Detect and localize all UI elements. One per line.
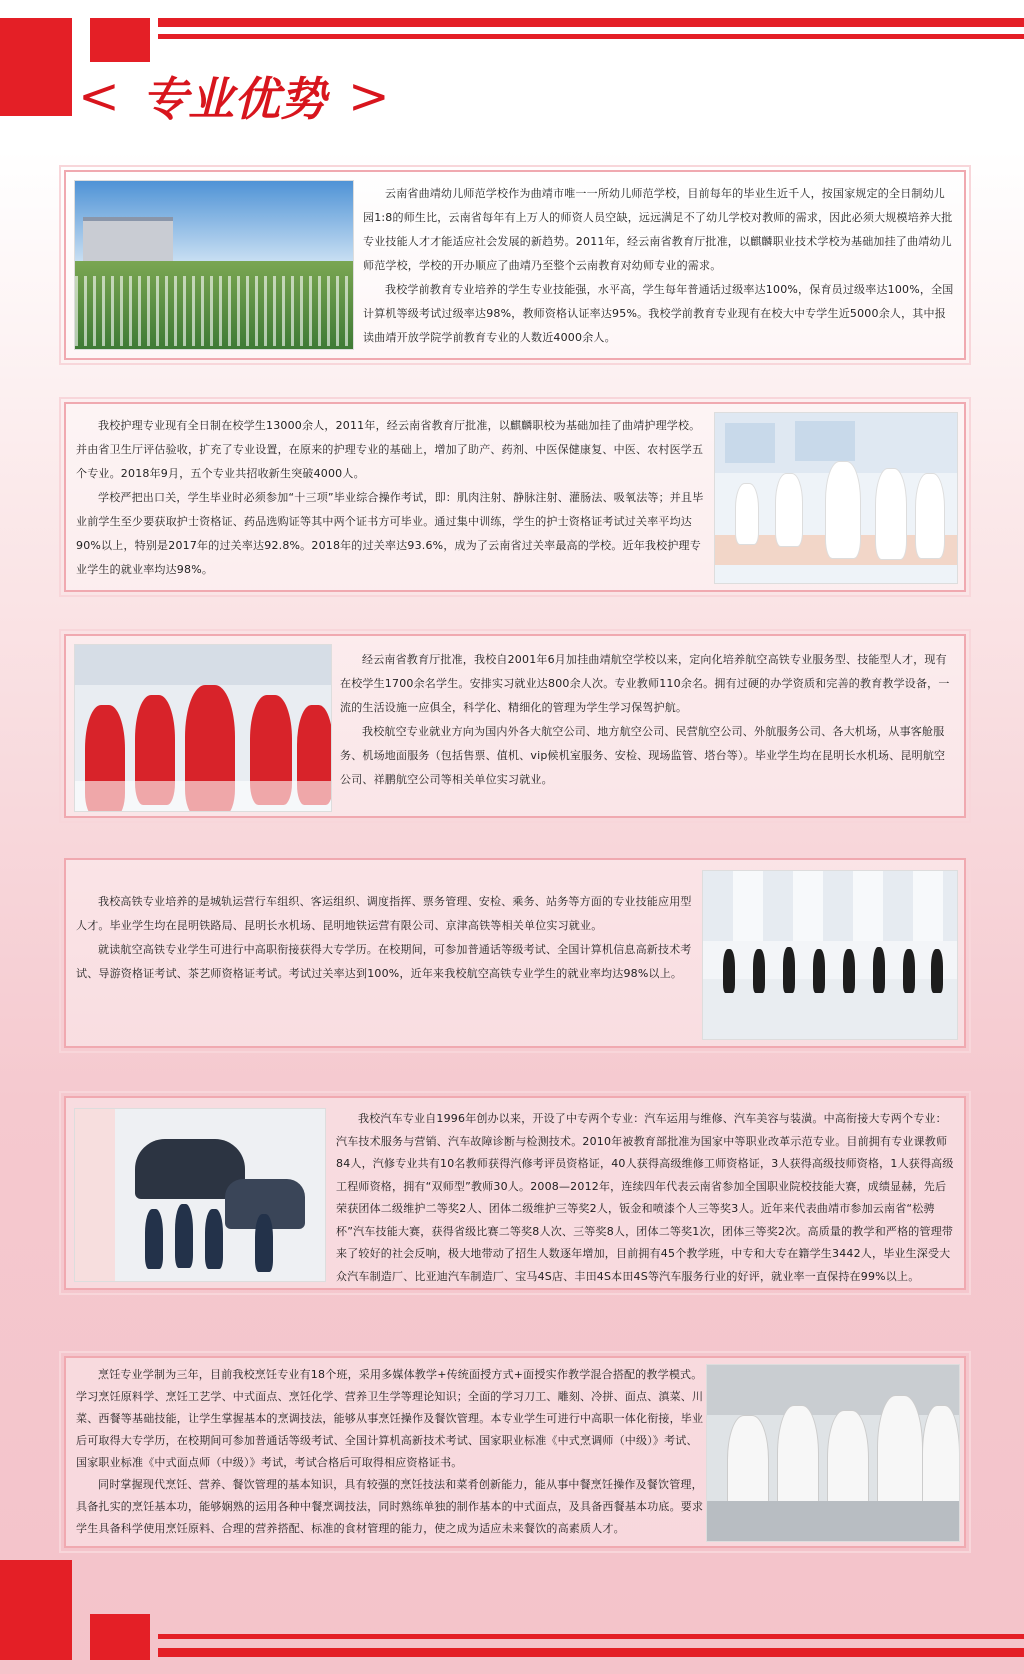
paragraph: 学校严把出口关，学生毕业时必须参加“十三项”毕业综合操作考试，即：肌肉注射、静脉注射、灌肠法、吸氧法等；并且毕业前学生至少要获取护士资格证、药品选购证等其中两个证书方可毕业。通过集中训练，学生的护士资格证考试过关率平均达90%以上，特别是2017年的过关率达92.8%。2018年的过关率达93.6%，成为了云南省过关率最高的学校。近年我校护理专业学生的就业率均达98%。 — [76, 491, 704, 576]
nursing-photo — [714, 412, 958, 584]
paragraph: 我校护理专业现有全日制在校学生13000余人，2011年，经云南省教育厅批准，以麒麟职校为基础加挂了曲靖护理学校。并由省卫生厅评估验收，扩充了专业设置，在原来的护理专业的基础上，增加了助产、药剂、中医保健康复、中医、农村医学五个专业。2018年9月，五个专业共招收新生突破4000人。 — [76, 419, 704, 480]
section-railway — [64, 858, 966, 1048]
header-stripe-1 — [158, 18, 1024, 27]
section-aviation — [64, 634, 966, 818]
paragraph: 经云南省教育厅批准，我校自2001年6月加挂曲靖航空学校以来，定向化培养航空高铁专业服务型、技能型人才，现有在校学生1700余名学生。安排实习就业达800余人次。专业教师110余名。拥有过硬的办学资质和完善的教育教学设备，一流的生活设施一应俱全，科学化、精细化的管理为学生学习保驾护航。 — [340, 653, 950, 714]
preschool-text — [363, 182, 955, 350]
nursing-text — [76, 414, 706, 582]
section-culinary — [64, 1356, 966, 1548]
paragraph: 同时掌握现代烹饪、营养、餐饮管理的基本知识，具有较强的烹饪技法和菜肴创新能力，能从事中餐烹饪操作及餐饮管理，具备扎实的烹饪基本功，能够娴熟的运用各种中餐烹调技法，同时熟练单独的制作基本的中式面点，及具备西餐基本功底。要求学生具备科学使用烹饪原料、合理的营养搭配、标准的食材管理的能力，使之成为适应未来餐饮的高素质人才。 — [76, 1478, 704, 1535]
railway-text — [76, 890, 696, 986]
footer-block-large — [0, 1560, 72, 1660]
paragraph: 我校学前教育专业培养的学生专业技能强，水平高，学生每年普通话过级率达100%，保育员过级率达100%，全国计算机等级考试过级率达98%，教师资格认证率达95%。我校学前教育专业现有在校大中专学生近5000余人，其中报读曲靖开放学院学前教育专业的人数近4000余人。 — [363, 283, 954, 344]
paragraph: 我校高铁专业培养的是城轨运营行车组织、客运组织、调度指挥、票务管理、安检、乘务、站务等方面的专业技能应用型人才。毕业学生均在昆明铁路局、昆明长水机场、昆明地铁运营有限公司、京津高铁等相关单位实习就业。 — [76, 895, 692, 932]
footer-stripe-1 — [158, 1634, 1024, 1639]
title-text: 专业优势 — [141, 72, 326, 126]
title-left-bracket: < — [78, 67, 120, 125]
aviation-photo — [74, 644, 332, 812]
footer-block-small — [90, 1614, 150, 1660]
paragraph: 我校航空专业就业方向为国内外各大航空公司、地方航空公司、民营航空公司、外航服务公司、各大机场，从事客舱服务、机场地面服务（包括售票、值机、vip候机室服务、安检、现场监管、塔台等）。毕业学生均在昆明长水机场、昆明航空公司、祥鹏航空公司等相关单位实习就业。 — [340, 725, 946, 786]
culinary-text — [76, 1364, 704, 1540]
section-preschool — [64, 170, 966, 360]
preschool-photo — [74, 180, 354, 350]
paragraph: 我校汽车专业自1996年创办以来，开设了中专两个专业：汽车运用与维修、汽车美容与装潢。中高衔接大专两个专业：汽车技术服务与营销、汽车故障诊断与检测技术。2010年被教育部批准为国家中等职业改革示范专业。目前拥有专业课教师84人，汽修专业共有10名教师获得汽修考评员资格证，40人获得高级维修工师资格证，3人获得高级技师资格，1人获得高级工程师资格，拥有“双师型”教师30人。2008—2012年，连续四年代表云南省参加全国职业院校技能大赛，成绩显赫，先后荣获团体二级维护二等奖2人、团体二级维护三等奖2人，钣金和喷漆个人三等奖3人。近年来代表曲靖市参加云南省“松骋杯”汽车技能大赛，获得省级比赛二等奖8人次、三等奖8人，团体二等奖1次，团体三等奖2次。高质量的教学和严格的管理带来了较好的社会反响，极大地带动了招生人数逐年增加，目前拥有45个教学班，中专和大专在籍学生3442人，毕业生深受大众汽车制造厂、比亚迪汽车制造厂、宝马4S店、丰田4S本田4S等汽车服务行业的好评，就业率一直保持在99%以上。 — [336, 1112, 954, 1283]
paragraph: 就读航空高铁专业学生可进行中高职衔接获得大专学历。在校期间，可参加普通话等级考试、全国计算机信息高新技术考试、导游资格证考试、茶艺师资格证考试。考试过关率达到100%，近年来我校航空高铁专业学生的就业率均达98%以上。 — [76, 943, 692, 980]
header-block-small — [90, 18, 150, 62]
automotive-text — [336, 1108, 956, 1288]
railway-photo — [702, 870, 958, 1040]
paragraph: 云南省曲靖幼儿师范学校作为曲靖市唯一一所幼儿师范学校，目前每年的毕业生近千人，按国家规定的全日制幼儿园1:8的师生比，云南省每年有上万人的师资人员空缺，远远满足不了幼儿学校对教师的需求，因此必须大规模培养大批专业技能人才才能适应社会发展的新趋势。2011年，经云南省教育厅批准，以麒麟职业技术学校为基础加挂了曲靖幼儿师范学校，学校的开办顺应了曲靖乃至整个云南教育对幼师专业的需求。 — [363, 187, 953, 272]
page-title — [78, 66, 390, 126]
title-right-bracket: > — [347, 67, 390, 125]
aviation-text — [340, 648, 956, 792]
culinary-photo — [706, 1364, 960, 1542]
section-automotive — [64, 1096, 966, 1290]
header-stripe-2 — [158, 34, 1024, 39]
paragraph: 烹饪专业学制为三年，目前我校烹饪专业有18个班，采用多媒体教学+传统面授方式+面授实作教学混合搭配的教学模式。学习烹饪原料学、烹饪工艺学、中式面点、烹饪化学、营养卫生学等理论知识；全面的学习刀工、雕刻、冷拼、面点、滇菜、川菜、西餐等基础技能，让学生掌握基本的烹调技法，能够从事烹饪操作及餐饮管理。本专业学生可进行中高职一体化衔接，毕业后可取得大专学历，在校期间可参加普通话等级考试、全国计算机高新技术考试、国家职业标准《中式烹调师（中级）》考试、国家职业标准《中式面点师（中级）》考试，考试合格后可取得相应资格证书。 — [76, 1368, 704, 1469]
automotive-photo — [74, 1108, 326, 1282]
section-nursing — [64, 402, 966, 592]
header-block-large — [0, 18, 72, 116]
footer-stripe-2 — [158, 1648, 1024, 1657]
